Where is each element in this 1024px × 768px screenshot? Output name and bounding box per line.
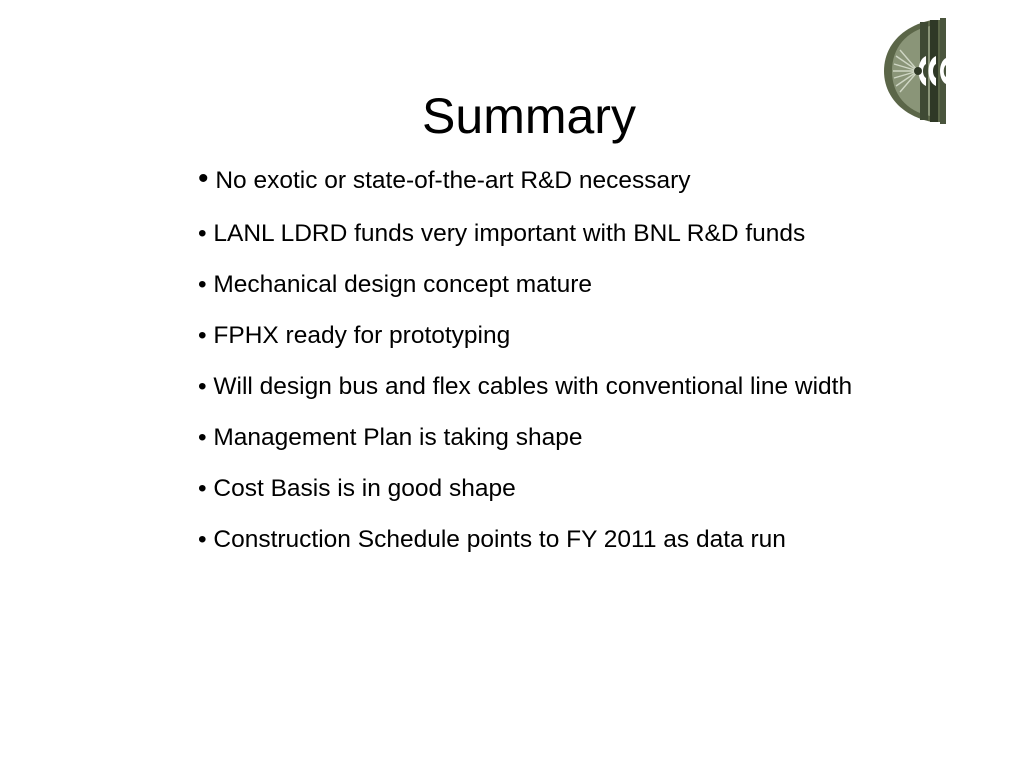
bullet-item-6 (198, 421, 910, 455)
bullet-item-8 (198, 523, 910, 557)
bullet-item-3 (198, 268, 910, 302)
bullet-text: Mechanical design concept mature (213, 271, 592, 298)
slide-title: Summary (422, 88, 636, 144)
bullet-marker: • (198, 373, 207, 400)
bullet-text: LANL LDRD funds very important with BNL R&D funds (213, 220, 806, 247)
bullet-text: Management Plan is taking shape (213, 424, 583, 451)
bullet-item-4 (198, 319, 910, 353)
bullet-marker: • (198, 526, 207, 553)
bullet-marker: • (198, 424, 207, 451)
bullet-text: Cost Basis is in good shape (213, 475, 516, 502)
bullet-list (198, 162, 910, 574)
bullet-item-7 (198, 472, 910, 506)
bullet-marker: • (198, 162, 209, 195)
bullet-marker: • (198, 322, 207, 349)
bullet-item-1 (198, 162, 910, 198)
bullet-text: Construction Schedule points to FY 2011 as data run (213, 526, 786, 553)
bullet-item-5 (198, 370, 910, 404)
bullet-marker: • (198, 475, 207, 502)
bullet-text: No exotic or state-of-the-art R&D necessary (215, 167, 691, 194)
detector-disk-icon (880, 16, 950, 126)
bullet-marker: • (198, 220, 207, 247)
bullet-text: FPHX ready for prototyping (213, 322, 511, 349)
bullet-marker: • (198, 271, 207, 298)
bullet-item-2 (198, 217, 910, 251)
bullet-text: Will design bus and flex cables with conventional line width (213, 373, 853, 400)
